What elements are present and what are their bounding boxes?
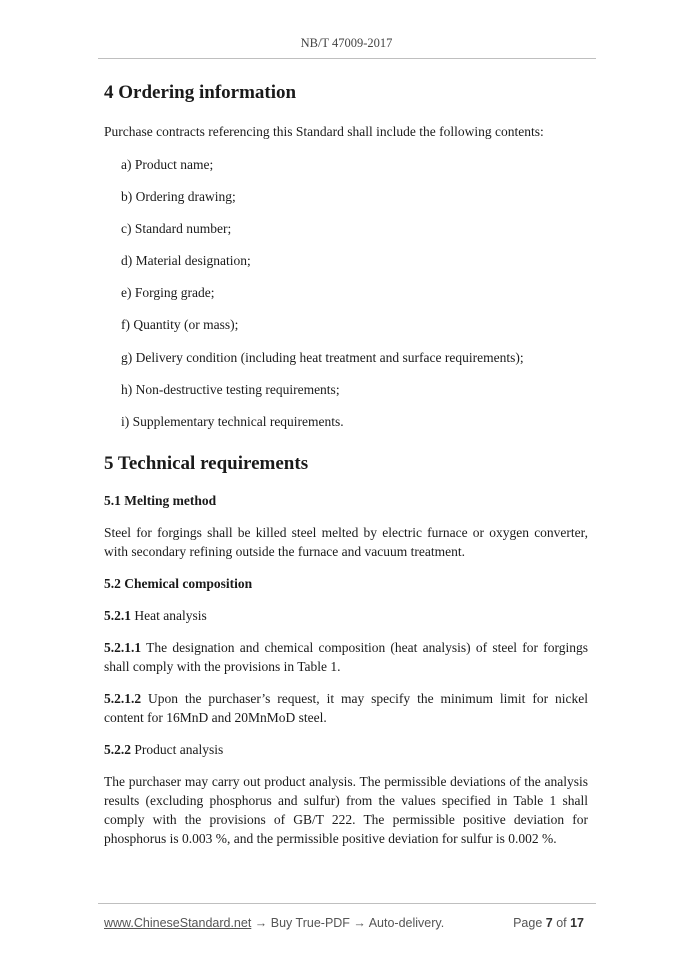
- clause-number: 5.2.1: [104, 607, 131, 623]
- list-item: e) Forging grade;: [121, 285, 215, 301]
- subsection-5-2-title: 5.2 Chemical composition: [104, 575, 253, 591]
- footer-promo: [104, 916, 444, 930]
- clause-title: Product analysis: [131, 741, 224, 757]
- header-divider: [98, 58, 596, 59]
- clause-5-2-1-2: [104, 689, 588, 727]
- subsection-5-1-title: 5.1 Melting method: [104, 492, 217, 508]
- list-item: b) Ordering drawing;: [121, 189, 236, 205]
- clause-5-2-1: [104, 606, 588, 625]
- list-item: g) Delivery condition (including heat treatment and surface requirements);: [121, 349, 524, 365]
- page-indicator: [513, 916, 584, 930]
- clause-number: 5.2.1.1: [104, 639, 142, 655]
- list-item: i) Supplementary technical requirements.: [121, 413, 344, 429]
- product-analysis-text: The purchaser may carry out product analysis. The permissible deviations of the analysis results (excluding phosphorus and sulfur) from the values specified in Table 1 shall comply with the provisions of GB/T 222. The permissible positive deviation for phosphorus is 0.003 %, and the permissible positive deviation for sulfur is 0.002 %.: [104, 773, 588, 846]
- section-4-heading: 4 Ordering information: [104, 82, 297, 103]
- footer-divider: [98, 903, 596, 904]
- clause-number: 5.2.1.2: [104, 690, 142, 706]
- page-of: of: [552, 916, 571, 930]
- clause-text: The designation and chemical composition (heat analysis) of steel for forgings shall comply with the provisions in Table 1.: [104, 639, 588, 674]
- clause-title: Heat analysis: [131, 607, 207, 623]
- ordering-list: [104, 155, 588, 431]
- ordering-intro: Purchase contracts referencing this Standard shall include the following contents:: [104, 124, 544, 139]
- site-link[interactable]: www.ChineseStandard.net: [104, 916, 252, 930]
- clause-5-2-1-1: [104, 638, 588, 676]
- list-item: c) Standard number;: [121, 221, 232, 237]
- list-item: d) Material designation;: [121, 253, 251, 269]
- clause-text: Upon the purchaser’s request, it may specify the minimum limit for nickel content for 16MnD and 20MnMoD steel.: [104, 690, 588, 725]
- page-current: 7: [545, 916, 553, 930]
- list-item: a) Product name;: [121, 157, 214, 172]
- doc-number: NB/T 47009-2017: [300, 36, 393, 50]
- melting-method-text: Steel for forgings shall be killed steel melted by electric furnace or oxygen converter, with secondary refining outside the furnace and vacuum treatment.: [104, 524, 588, 559]
- page-body: [104, 80, 588, 848]
- list-item: h) Non-destructive testing requirements;: [121, 381, 340, 397]
- page-total: 17: [570, 916, 584, 930]
- page-label: Page: [513, 916, 546, 930]
- clause-number: 5.2.2: [104, 741, 131, 757]
- footer-tagline: → Buy True-PDF → Auto-delivery.: [251, 916, 445, 930]
- page-header: [0, 36, 693, 51]
- clause-5-2-2: [104, 740, 588, 759]
- list-item: f) Quantity (or mass);: [121, 317, 239, 333]
- section-5-heading: 5 Technical requirements: [104, 452, 309, 474]
